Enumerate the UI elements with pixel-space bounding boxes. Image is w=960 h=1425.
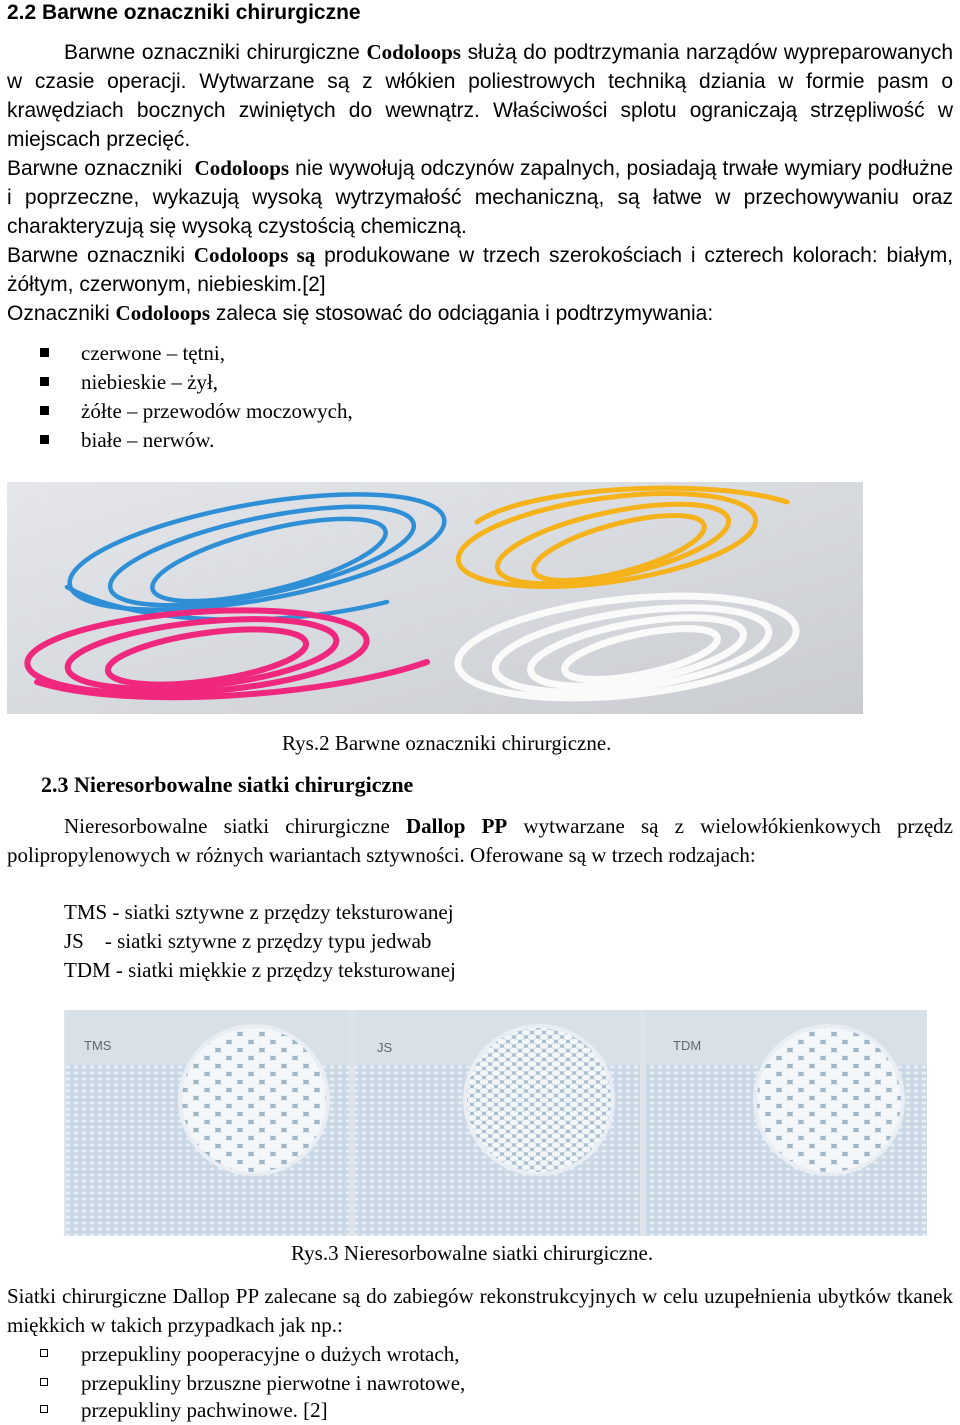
mesh-label: TDM (673, 1038, 702, 1053)
list-item-text: czerwone – tętni, (81, 341, 226, 365)
square-bullet-icon (40, 406, 49, 415)
text: Oznaczniki (7, 302, 116, 325)
brand-name: Codoloops (115, 301, 211, 325)
list-item-text: żółte – przewodów moczowych, (81, 399, 353, 423)
brand-name: Codoloops są (193, 243, 316, 267)
figure-caption: Rys.2 Barwne oznaczniki chirurgiczne. (282, 731, 612, 755)
text: produkowane w trzech szerokościach i czterech kolorach: białym, żółtym, czerwonym, niebieskim.[2] (7, 244, 954, 296)
text: Barwne oznaczniki (7, 157, 195, 180)
mesh-label: TMS (84, 1038, 112, 1053)
surgical-loops-photo (7, 482, 863, 714)
paragraph-dallop-intro (7, 812, 953, 870)
list-item-text: przepukliny pooperacyjne o dużych wrotach, (81, 1342, 460, 1366)
brand-name: Codoloops (194, 156, 290, 180)
square-bullet-icon (40, 435, 49, 444)
text: wytwarzane są z wielowłókienkowych przędz polipropylenowych w różnych wariantach sztywności. Oferowane są w trzech rodzajach: (7, 814, 954, 867)
text: zaleca się stosować do odciągania i podtrzymywania: (210, 302, 714, 325)
figure-caption: Rys.3 Nieresorbowalne siatki chirurgiczne. (291, 1241, 654, 1265)
text: Barwne oznaczniki (7, 244, 194, 267)
mesh-type-tdm: TDM - siatki miękkie z przędzy teksturowanej (64, 958, 456, 982)
mesh-label: JS (377, 1040, 393, 1055)
paragraph-codoloops-intro (7, 38, 953, 154)
paragraph-codoloops-properties (7, 154, 953, 241)
mesh-type-tms: TMS - siatki sztywne z przędzy teksturowanej (64, 900, 454, 924)
list-item-text: białe – nerwów. (81, 428, 215, 452)
section-heading-2-3: 2.3 Nieresorbowalne siatki chirurgiczne (41, 772, 414, 797)
brand-name: Codoloops (366, 40, 461, 64)
square-bullet-icon (40, 377, 49, 386)
brand-name: Dallop PP (405, 814, 508, 838)
text: nie wywołują odczynów zapalnych, posiadają trwałe wymiary podłużne i poprzeczne, wykazują wysoką wytrzymałość mechaniczną, są łatwe w przechowywaniu oraz charakteryzują się wysoką czystością chemiczną. (7, 157, 953, 238)
paragraph-codoloops-usage (7, 299, 953, 328)
section-heading-2-2: 2.2 Barwne oznaczniki chirurgiczne (7, 1, 361, 24)
checkbox-bullet-icon (40, 1405, 48, 1413)
text: Barwne oznaczniki chirurgiczne (64, 41, 367, 64)
paragraph-codoloops-variants (7, 241, 953, 299)
square-bullet-icon (40, 348, 49, 357)
list-item-text: niebieskie – żył, (81, 370, 219, 394)
checkbox-bullet-icon (40, 1378, 48, 1386)
paragraph-dallop-indications: Siatki chirurgiczne Dallop PP zalecane są do zabiegów rekonstrukcyjnych w celu uzupełnienia ubytków tkanek miękkich w takich przypadkach jak np.: (7, 1284, 953, 1337)
list-item-text: przepukliny pachwinowe. [2] (81, 1398, 328, 1422)
list-item-text: przepukliny brzuszne pierwotne i nawrotowe, (81, 1371, 466, 1395)
mesh-type-js: JS - siatki sztywne z przędzy typu jedwab (64, 929, 432, 953)
text: Nieresorbowalne siatki chirurgiczne (64, 814, 406, 838)
surgical-mesh-photo (64, 1010, 927, 1236)
text: służą do podtrzymania narządów wypreparowanych w czasie operacji. Wytwarzane są z włókien poliestrowych techniką dziania w formie pasm o krawędziach bocznych zwiniętych do wewnątrz. Właściwości splotu ograniczają strzępliwość w miejscach przecięć. (7, 41, 954, 151)
checkbox-bullet-icon (40, 1349, 48, 1357)
